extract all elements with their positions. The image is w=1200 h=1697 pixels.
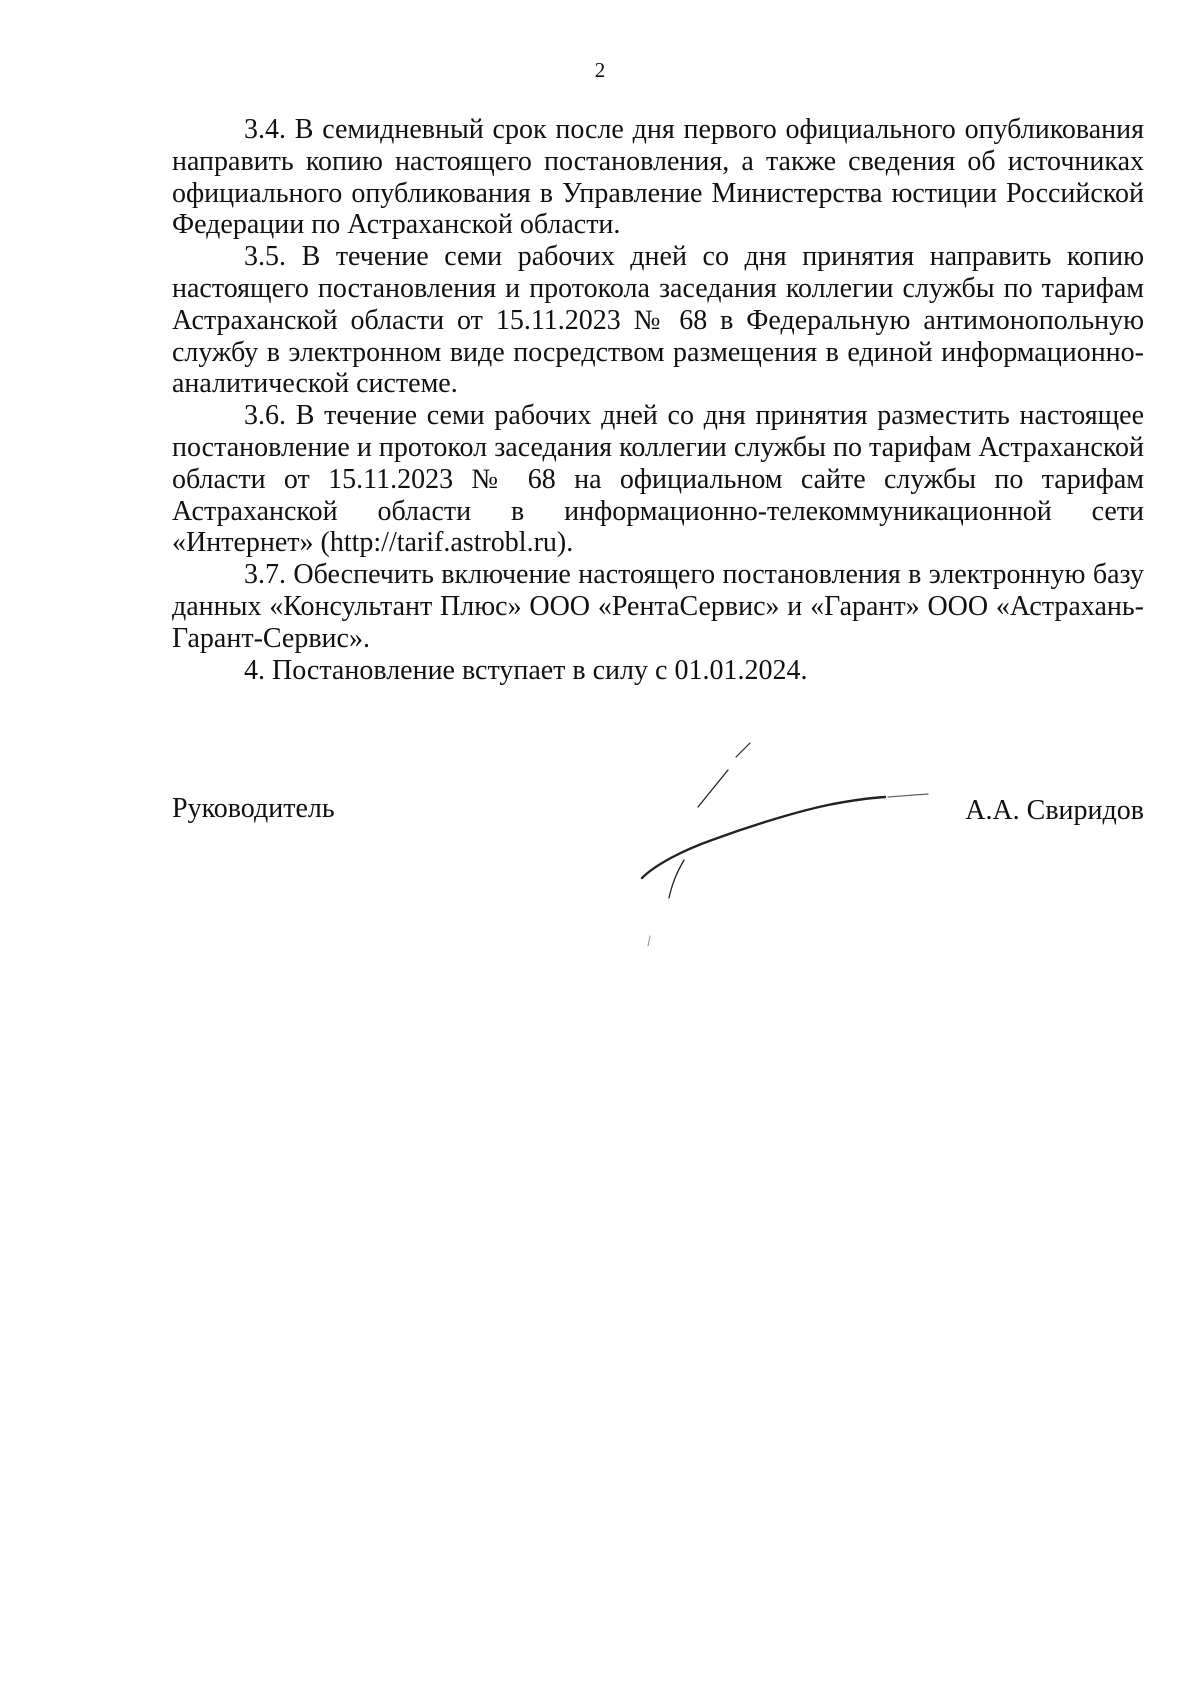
handwritten-signature [620, 700, 940, 960]
paragraph-3-7: 3.7. Обеспечить включение настоящего постановления в электронную базу данных «Консультант Плюс» ООО «РентаСервис» и «Гарант» ООО «Астрахань-Гарант-Сервис». [172, 559, 1144, 654]
paragraph-3-5: 3.5. В течение семи рабочих дней со дня принятия направить копию настоящего постановления и протокола заседания коллегии службы по тарифам Астраханской области от 15.11.2023 № 68 в Федеральную антимонопольную службу в электронном виде посредством размещения в единой информационно-аналитической системе. [172, 241, 1144, 400]
paragraph-3-4: 3.4. В семидневный срок после дня первого официального опубликования направить копию настоящего постановления, а также сведения об источниках официального опубликования в Управление Министерства юстиции Российской Федерации по Астраханской области. [172, 114, 1144, 241]
document-body [172, 114, 1144, 686]
signatory-name: А.А. Свиридов [965, 795, 1144, 826]
signatory-title: Руководитель [172, 793, 335, 824]
paragraph-3-6: 3.6. В течение семи рабочих дней со дня принятия разместить настоящее постановление и протокол заседания коллегии службы по тарифам Астраханской области от 15.11.2023 № 68 на официальном сайте службы по тарифам Астраханской области в информационно-телекоммуникационной сети «Интернет» (http://tarif.astrobl.ru). [172, 400, 1144, 559]
paragraph-4: 4. Постановление вступает в силу с 01.01.2024. [244, 654, 808, 686]
page-number: 2 [594, 58, 606, 82]
